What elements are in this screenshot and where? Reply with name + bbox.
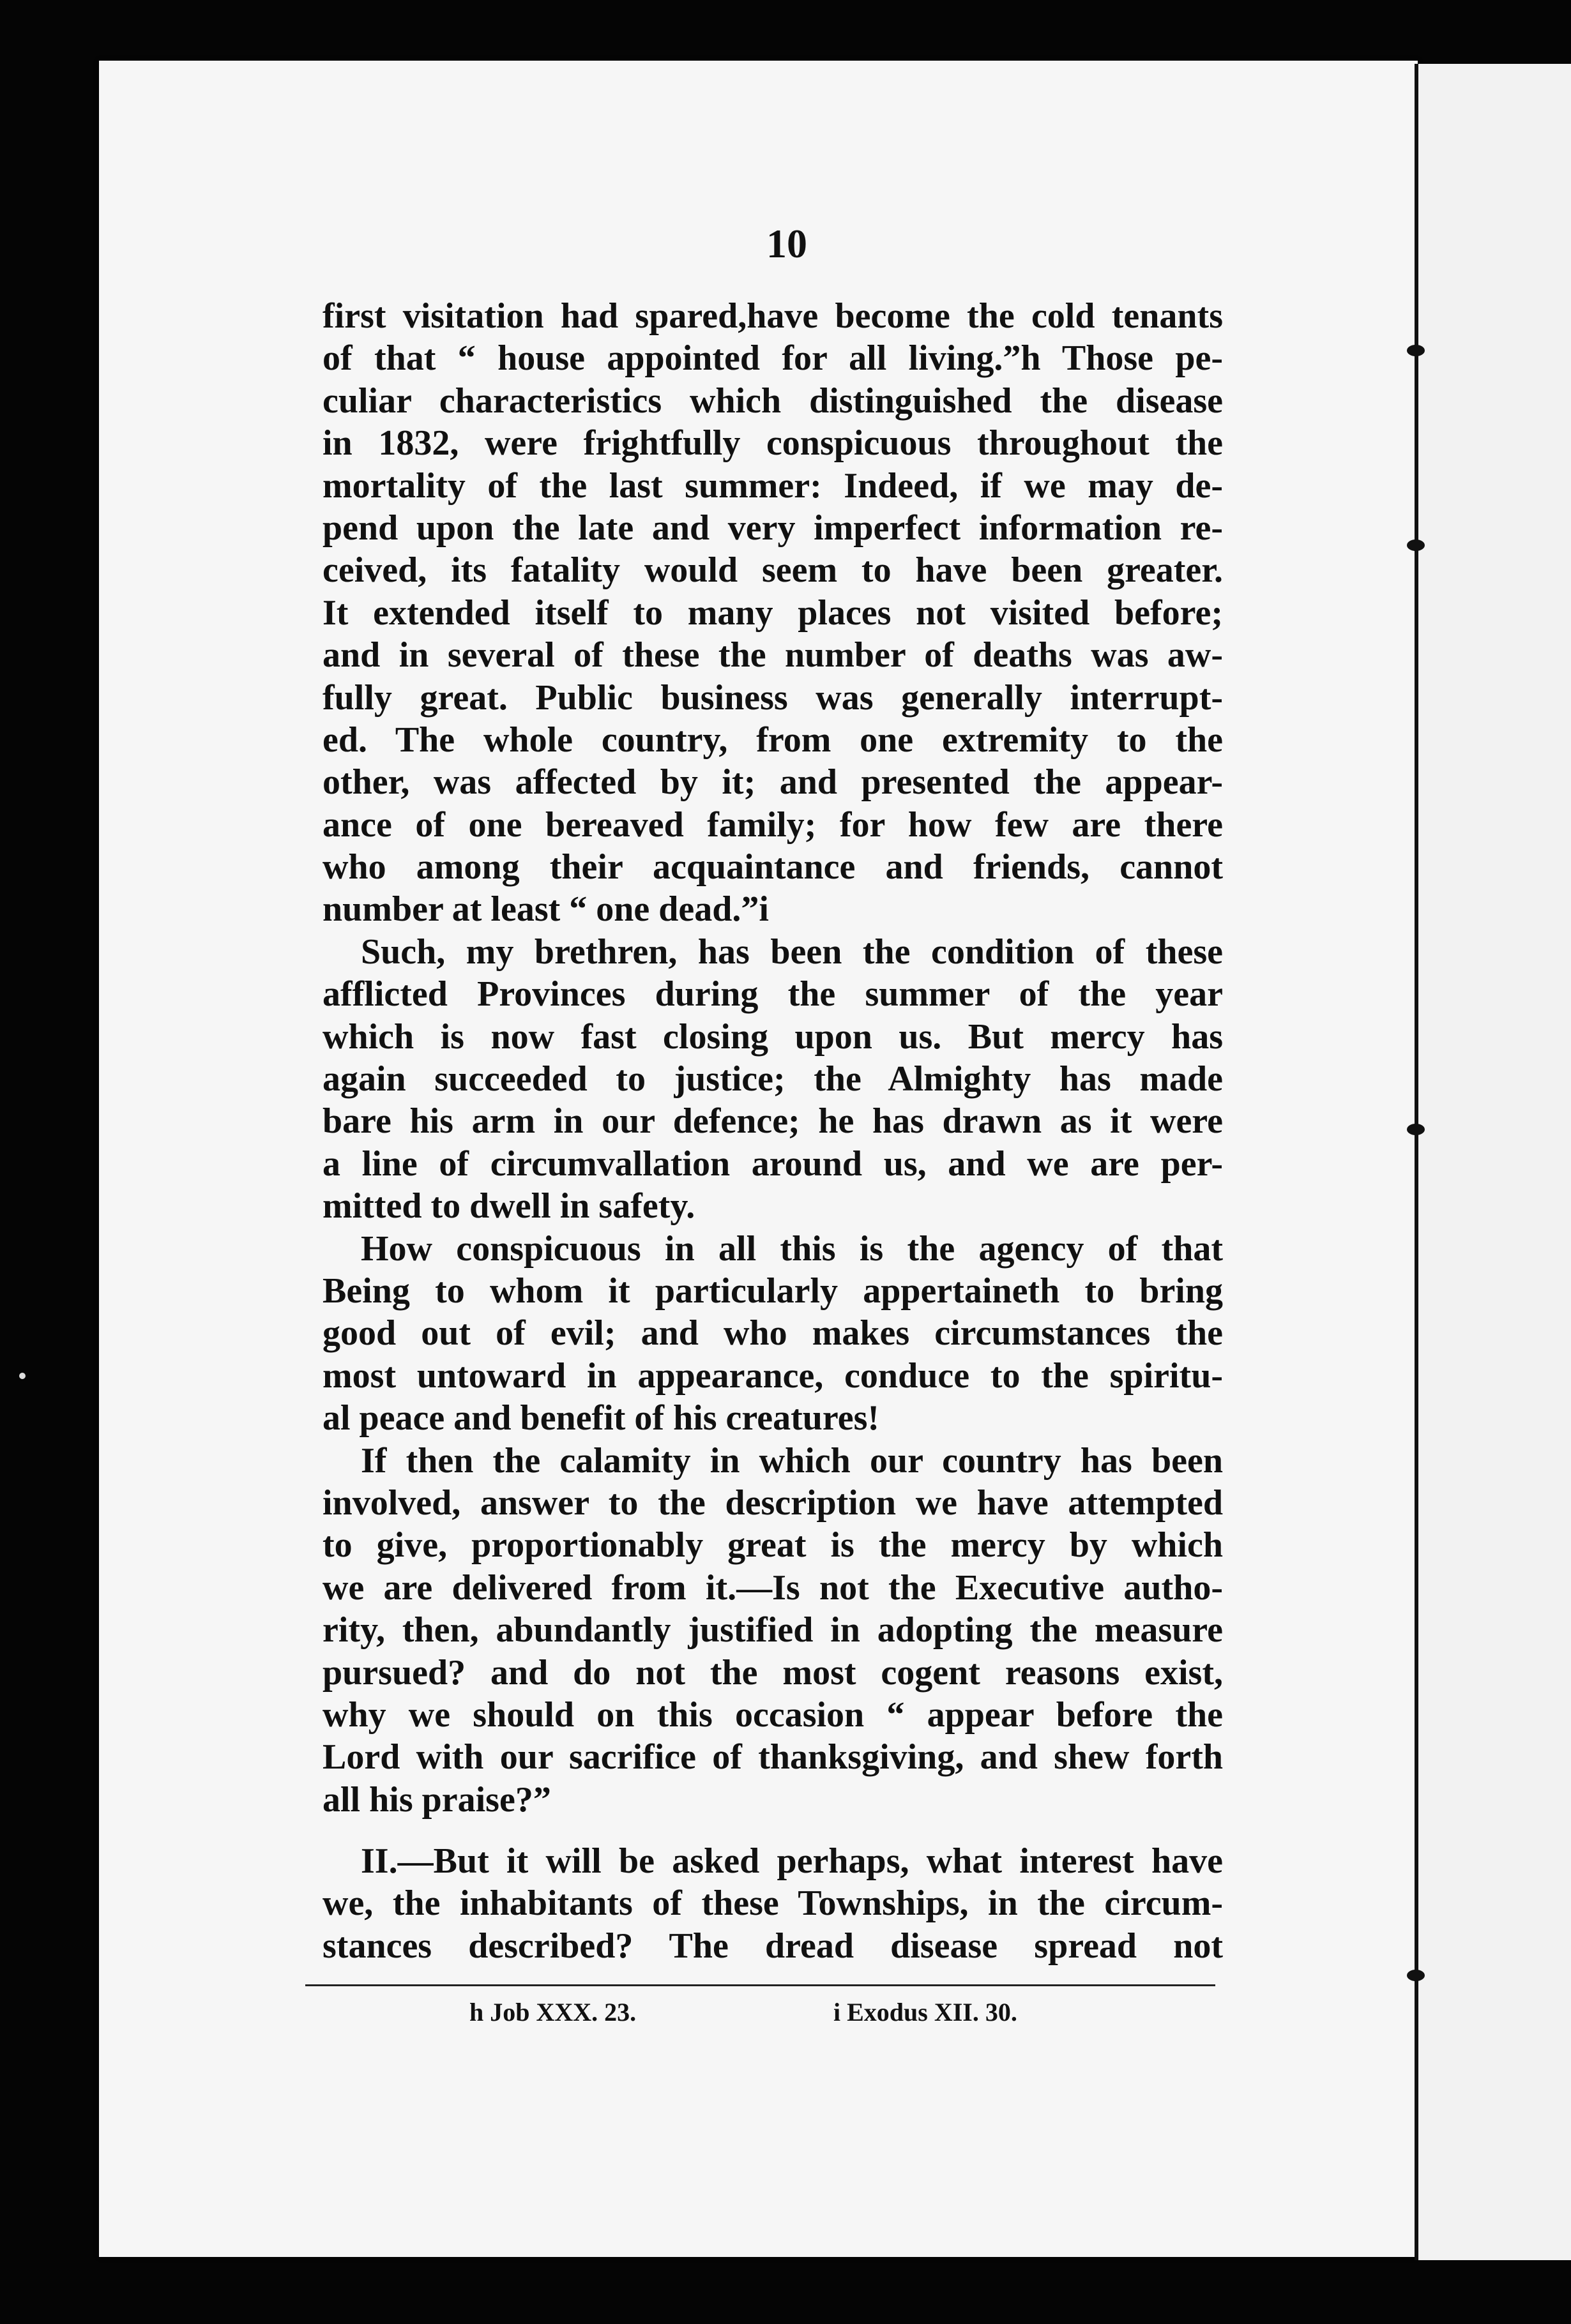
text-line: It extended itself to many places not visited before;	[323, 592, 1223, 633]
text-line: other, was affected by it; and presented the appear-	[323, 762, 1223, 803]
text-line: fully great. Public business was generally interrupt-	[323, 677, 1223, 718]
text-line: Lord with our sacrifice of thanksgiving, and shew forth	[323, 1737, 1223, 1777]
text-line: who among their acquaintance and friends, cannot	[323, 847, 1223, 887]
body-text	[323, 295, 1223, 1967]
text-line: which is now fast closing upon us. But mercy has	[323, 1016, 1223, 1057]
text-line: How conspicuous in all this is the agency of that	[361, 1228, 1223, 1269]
text-line: we, the inhabitants of these Townships, in the circum-	[323, 1883, 1223, 1924]
text-line: all his praise?”	[323, 1779, 551, 1820]
footnote-h: h Job XXX. 23.	[469, 1998, 637, 2026]
text-line: Such, my brethren, has been the condition of these	[361, 932, 1223, 972]
text-line: culiar characteristics which distinguished the disease	[323, 381, 1223, 421]
text-line: number at least “ one dead.”i	[323, 889, 769, 930]
text-line: first visitation had spared,have become the cold tenants	[323, 296, 1223, 336]
text-line: mitted to dwell in safety.	[323, 1186, 695, 1226]
text-line: to give, proportionably great is the mercy by which	[323, 1525, 1223, 1566]
binding-mark	[1407, 345, 1425, 356]
text-line: pend upon the late and very imperfect information re-	[323, 508, 1223, 548]
text-line: al peace and benefit of his creatures!	[323, 1398, 880, 1438]
text-line: afflicted Provinces during the summer of the year	[323, 974, 1223, 1015]
text-line: Being to whom it particularly appertaineth to bring	[323, 1271, 1223, 1311]
binding-mark	[1407, 1970, 1425, 1981]
text-line: ceived, its fatality would seem to have been greater.	[323, 550, 1223, 591]
adjacent-page-edge	[1415, 64, 1571, 2260]
text-line: If then the calamity in which our country has been	[361, 1440, 1223, 1481]
text-line: a line of circumvallation around us, and we are per-	[323, 1143, 1223, 1184]
footnote-i: i Exodus XII. 30.	[833, 1998, 1017, 2026]
text-line: rity, then, abundantly justified in adopting the measure	[323, 1610, 1223, 1650]
text-line: ed. The whole country, from one extremity to the	[323, 720, 1223, 760]
text-line: good out of evil; and who makes circumstances the	[323, 1313, 1223, 1354]
page-number: 10	[766, 221, 807, 266]
binding-mark	[1407, 540, 1425, 551]
text-line: of that “ house appointed for all living.”h Those pe-	[323, 338, 1223, 379]
text-line: again succeeded to justice; the Almighty has made	[323, 1059, 1223, 1099]
text-line: stances described? The dread disease spread not	[323, 1926, 1223, 1966]
footnotes	[0, 1997, 1571, 2029]
text-line: mortality of the last summer: Indeed, if we may de-	[323, 465, 1223, 506]
scan-dust	[19, 1373, 26, 1379]
text-line: bare his arm in our defence; he has drawn as it were	[323, 1101, 1223, 1142]
text-line: involved, answer to the description we have attempted	[323, 1483, 1223, 1523]
text-line: II.—But it will be asked perhaps, what interest have	[361, 1841, 1223, 1882]
binding-mark	[1407, 1124, 1425, 1135]
text-line: most untoward in appearance, conduce to the spiritu-	[323, 1355, 1223, 1396]
text-line: and in several of these the number of deaths was aw-	[323, 635, 1223, 675]
text-line: we are delivered from it.—Is not the Executive autho-	[323, 1567, 1223, 1608]
text-line: ance of one bereaved family; for how few are there	[323, 804, 1223, 845]
text-line: in 1832, were frightfully conspicuous throughout the	[323, 423, 1223, 464]
text-line: pursued? and do not the most cogent reasons exist,	[323, 1652, 1223, 1693]
footnote-rule	[305, 1984, 1215, 1986]
text-line: why we should on this occasion “ appear before the	[323, 1694, 1223, 1735]
